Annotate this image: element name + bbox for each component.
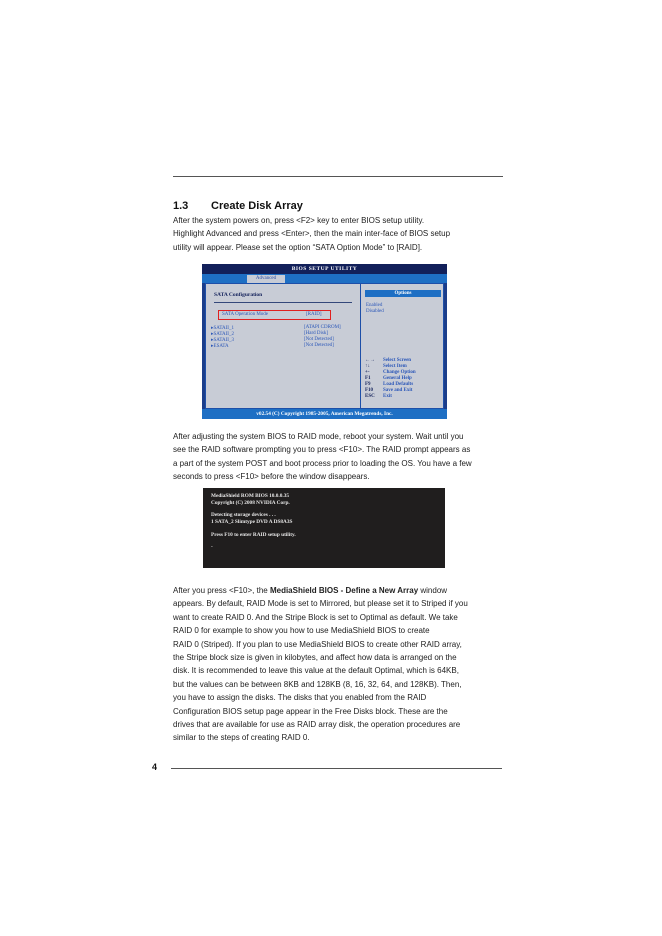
bios-selected-value: [RAID]: [306, 312, 322, 317]
bios-key: F1: [365, 376, 371, 381]
bios-port-label: ▸SATAII_1: [211, 326, 234, 331]
paragraph-intro: [173, 214, 505, 254]
bios-title: BIOS SETUP UTILITY: [202, 264, 447, 274]
text-line: RAID 0 (Striped). If you plan to use MediaShield BIOS to create other RAID array,: [173, 639, 462, 649]
bios-tab-bar: [202, 274, 447, 283]
bios-selected-label: SATA Operation Mode: [222, 312, 268, 317]
bios-key: +-: [365, 370, 370, 375]
bios-key-desc: Load Defaults: [383, 382, 414, 387]
console-line: Detecting storage devices . . .: [211, 512, 276, 518]
page-number: 4: [152, 762, 158, 772]
bios-port-value: [Hard Disk]: [304, 331, 329, 336]
bios-port-label: ▸SATAII_2: [211, 332, 234, 337]
text-line: appears. By default, RAID Mode is set to Mirrored, but please set it to Striped if you: [173, 599, 468, 609]
console-line: 1 SATA_2 Slimtype DVD A DS8A3S: [211, 519, 293, 525]
text-line: but the values can be between 8KB and 128KB (8, 16, 32, 64, and 128KB). Then,: [173, 679, 462, 689]
bios-key: ←→: [365, 358, 375, 363]
mediashield-screenshot: [203, 488, 445, 568]
text-line: [173, 584, 505, 597]
text-line: a part of the system POST and boot process prior to loading the OS. You have a few: [173, 458, 472, 468]
bios-key-desc: Change Option: [383, 370, 416, 375]
bottom-rule: [171, 768, 502, 769]
bios-settings-pane: [206, 284, 361, 408]
text-line: disk. It is recommended to leave this value at the default Optimal, which is 64KB,: [173, 666, 459, 676]
section-number: 1.3: [173, 200, 189, 212]
console-line: Copyright (C) 2008 NVIDIA Corp.: [211, 500, 290, 506]
paragraph-mediashield: [173, 584, 505, 745]
bios-key: ↑↓: [365, 364, 370, 369]
bios-screenshot: [202, 264, 447, 419]
text-line: seconds to press <F10> before the window disappears.: [173, 472, 370, 482]
text-line: you have to assign the disks. The disks that you enabled from the RAID: [173, 693, 427, 703]
bios-key: F10: [365, 388, 374, 393]
section-heading: [173, 200, 303, 212]
top-rule: [173, 176, 503, 177]
text-line: drives that are available for use as RAID array disk, the operation procedures are: [173, 720, 461, 730]
text-line: see the RAID software prompting you to press <F10>. The RAID prompt appears as: [173, 445, 471, 455]
section-title: Create Disk Array: [211, 200, 303, 212]
bios-heading: SATA Configuration: [214, 292, 263, 298]
console-line: Press F10 to enter RAID setup utility.: [211, 532, 296, 538]
bios-key-desc: Select Item: [383, 364, 407, 369]
bios-option: Enabled: [366, 303, 383, 308]
bios-port-value: [ATAPI CDROM]: [304, 325, 341, 330]
bios-option: Disabled: [366, 309, 384, 314]
bios-footer: v02.54 (C) Copyright 1985-2005, American Megatrends, Inc.: [202, 409, 447, 419]
text-line: Configuration BIOS setup page appear in the Free Disks block. These are the: [173, 706, 448, 716]
text-line: After adjusting the system BIOS to RAID mode, reboot your system. Wait until you: [173, 432, 464, 441]
bios-help-pane: [361, 284, 443, 408]
bios-port-value: [Not Detected]: [304, 343, 334, 348]
text-span: window: [418, 586, 448, 595]
bios-key: F9: [365, 382, 371, 387]
paragraph-reboot: [173, 430, 505, 484]
bios-port-label: ▸SATAII_3: [211, 338, 234, 343]
bios-key: ESC: [365, 394, 375, 399]
text-line: similar to the steps of creating RAID 0.: [173, 733, 310, 743]
text-line: Highlight Advanced and press <Enter>, then the main inter-face of BIOS setup: [173, 229, 451, 239]
text-line: want to create RAID 0. And the Stripe Block is set to Optimal as default. We take: [173, 612, 458, 622]
text-line: the Stripe block size is given in kilobytes, and affect how data is arranged on the: [173, 653, 457, 663]
text-line: utility will appear. Please set the option “SATA Option Mode” to [RAID].: [173, 242, 423, 252]
console-line: MediaShield ROM BIOS 10.0.0.35: [211, 493, 289, 499]
text-span: After you press <F10>, the: [173, 586, 270, 595]
bios-panel: [205, 283, 444, 409]
bios-key-desc: Save and Exit: [383, 388, 413, 393]
window-name: MediaShield BIOS - Define a New Array: [269, 586, 419, 595]
console-cursor: -: [211, 544, 213, 550]
bios-tab-advanced: Advanced: [247, 275, 285, 283]
bios-port-value: [Not Detected]: [304, 337, 334, 342]
text-line: RAID 0 for example to show you how to use MediaShield BIOS to create: [173, 626, 430, 636]
bios-port-label: ▸ESATA: [211, 344, 229, 349]
bios-divider: [214, 302, 352, 303]
bios-key-desc: Select Screen: [383, 358, 412, 363]
bios-options-title: Options: [365, 290, 441, 297]
bios-key-desc: General Help: [383, 376, 412, 381]
text-line: After the system powers on, press <F2> key to enter BIOS setup utility.: [173, 216, 425, 225]
bios-key-desc: Exit: [383, 394, 392, 399]
